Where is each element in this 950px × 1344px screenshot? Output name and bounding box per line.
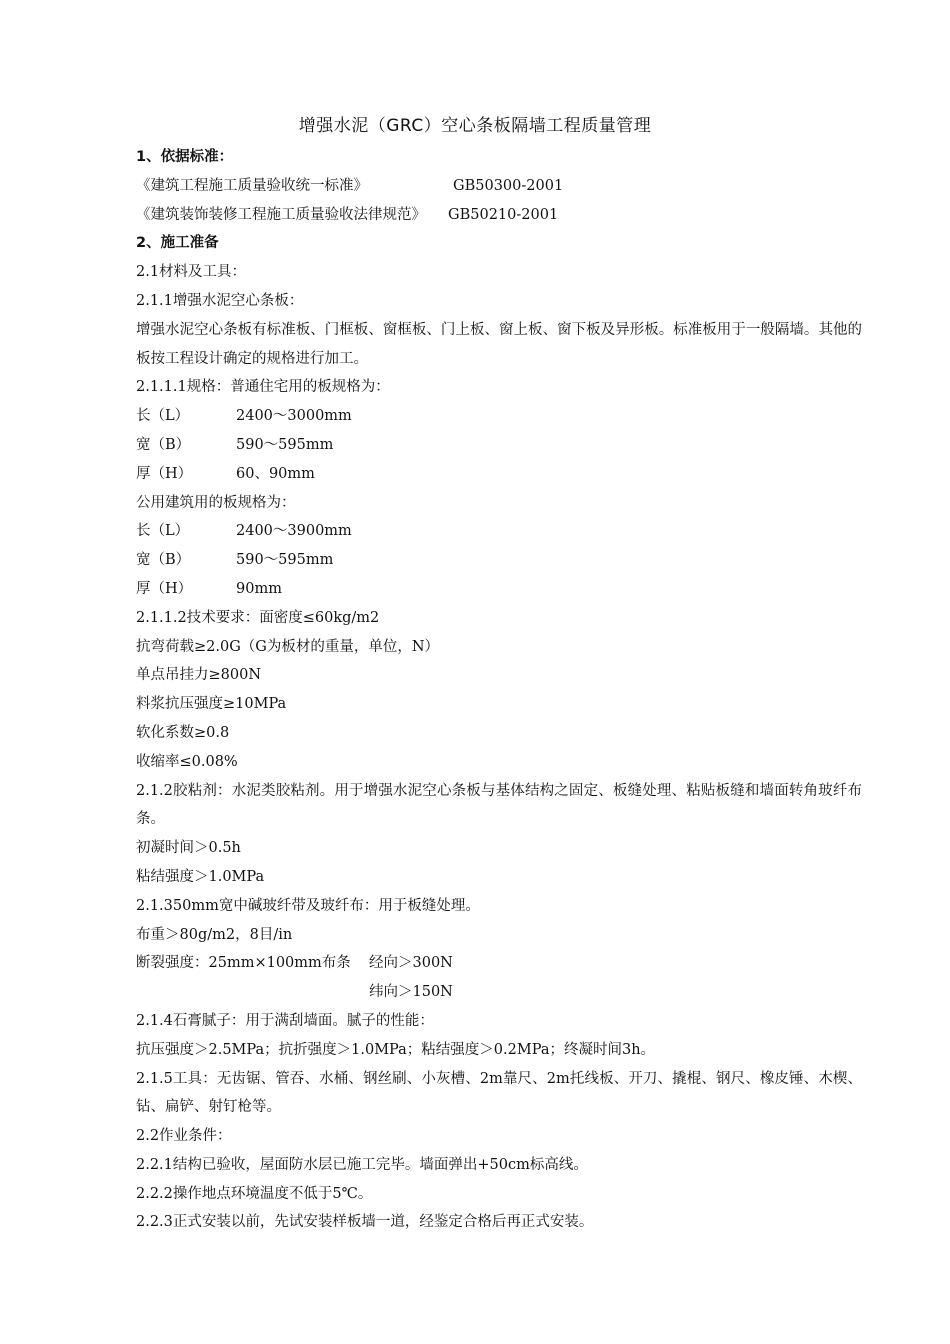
paragraph-2-1-1-desc: 增强水泥空心条板有标准板、门框板、窗框板、门上板、窗上板、窗下板及异形板。标准板用于一般隔墙。其他的板按工程设计确定的规格进行加工。	[136, 321, 862, 367]
paragraph-2-2-3: 2.2.3正式安装以前，先试安装样板墙一道，经鉴定合格后再正式安装。	[136, 1214, 594, 1231]
document-body	[136, 143, 862, 1237]
standard-name: 《建筑工程施工质量验收统一标准》	[136, 177, 368, 194]
spec-row	[136, 575, 862, 604]
putty-props: 抗压强度＞2.5MPa；抗折强度＞1.0MPa；粘结强度＞0.2MPa；终凝时间3h。	[136, 1041, 656, 1058]
spec-value: 90mm	[236, 580, 282, 597]
spec-key: 厚（H）	[136, 465, 193, 482]
spec-key: 厚（H）	[136, 580, 193, 597]
paragraph-2-1-1-2: 2.1.1.2技术要求：面密度≤60kg/m2	[136, 609, 380, 626]
paragraph-2-2-2: 2.2.2操作地点环境温度不低于5℃。	[136, 1185, 373, 1202]
paragraph-2-2: 2.2作业条件：	[136, 1128, 232, 1145]
page-title: 增强水泥（GRC）空心条板隔墙工程质量管理	[298, 116, 652, 136]
paragraph-2-1: 2.1材料及工具：	[136, 264, 247, 281]
weft-strength: 纬向＞150N	[369, 984, 453, 1001]
weft-strength-row	[136, 978, 862, 1007]
paragraph-2-1-1: 2.1.1增强水泥空心条板：	[136, 292, 304, 309]
cloth-weight: 布重＞80g/m2，8目/in	[136, 926, 293, 943]
paragraph-2-1-1-1: 2.1.1.1规格：普通住宅用的板规格为：	[136, 379, 390, 396]
spec-key: 长（L）	[136, 408, 190, 425]
paragraph-2-2-1: 2.2.1结构已验收，屋面防水层已施工完毕。墙面弹出+50cm标高线。	[136, 1156, 588, 1173]
spec-key: 长（L）	[136, 523, 190, 540]
adhesive-prop: 初凝时间＞0.5h	[136, 840, 241, 857]
standard-code: GB50300-2001	[453, 177, 564, 194]
tech-req-item: 收缩率≤0.08%	[136, 753, 238, 770]
spec-row	[136, 402, 862, 431]
spec-row	[136, 460, 862, 489]
spec-value: 2400～3000mm	[236, 408, 352, 425]
section-heading-2: 2、施工准备	[136, 235, 219, 252]
tech-req-item: 单点吊挂力≥800N	[136, 667, 262, 684]
public-spec-intro: 公用建筑用的板规格为：	[136, 494, 296, 511]
spec-row	[136, 517, 862, 546]
tech-req-item: 抗弯荷载≥2.0G（G为板材的重量，单位，N）	[136, 638, 440, 655]
spec-key: 宽（B）	[136, 552, 191, 569]
spec-row	[136, 431, 862, 460]
section-heading-1: 1、依据标准：	[136, 149, 234, 165]
standard-name: 《建筑装饰装修工程施工质量验收法律规范》	[136, 206, 426, 223]
paragraph-2-1-3: 2.1.350mm宽中碱玻纤带及玻纤布：用于板缝处理。	[136, 897, 480, 914]
warp-strength: 经向＞300N	[369, 955, 453, 972]
standard-item	[136, 201, 862, 230]
spec-row	[136, 546, 862, 575]
spec-value: 590～595mm	[236, 552, 334, 569]
spec-value: 60、90mm	[236, 465, 315, 482]
paragraph-2-1-4: 2.1.4石膏腻子：用于满刮墙面。腻子的性能：	[136, 1012, 434, 1029]
spec-value: 2400～3900mm	[236, 523, 352, 540]
tech-req-item: 料浆抗压强度≥10MPa	[136, 696, 287, 713]
tech-req-item: 软化系数≥0.8	[136, 724, 230, 741]
standard-code: GB50210-2001	[448, 206, 559, 223]
spec-value: 590～595mm	[236, 436, 334, 453]
break-strength-row	[136, 949, 862, 978]
standard-item	[136, 172, 862, 201]
spec-key: 宽（B）	[136, 436, 191, 453]
adhesive-prop: 粘结强度＞1.0MPa	[136, 868, 265, 885]
paragraph-2-1-2: 2.1.2胶粘剂：水泥类胶粘剂。用于增强水泥空心条板与基体结构之固定、板缝处理、粘贴板缝和墙面转角玻纤布条。	[136, 782, 862, 828]
break-strength-label: 断裂强度：25mm×100mm布条	[136, 955, 351, 972]
paragraph-2-1-5: 2.1.5工具：无齿锯、管吞、水桶、钢丝刷、小灰槽、2m靠尺、2m托线板、开刀、撬棍、钢尺、橡皮锤、木楔、钻、扁铲、射钉枪等。	[136, 1070, 862, 1116]
